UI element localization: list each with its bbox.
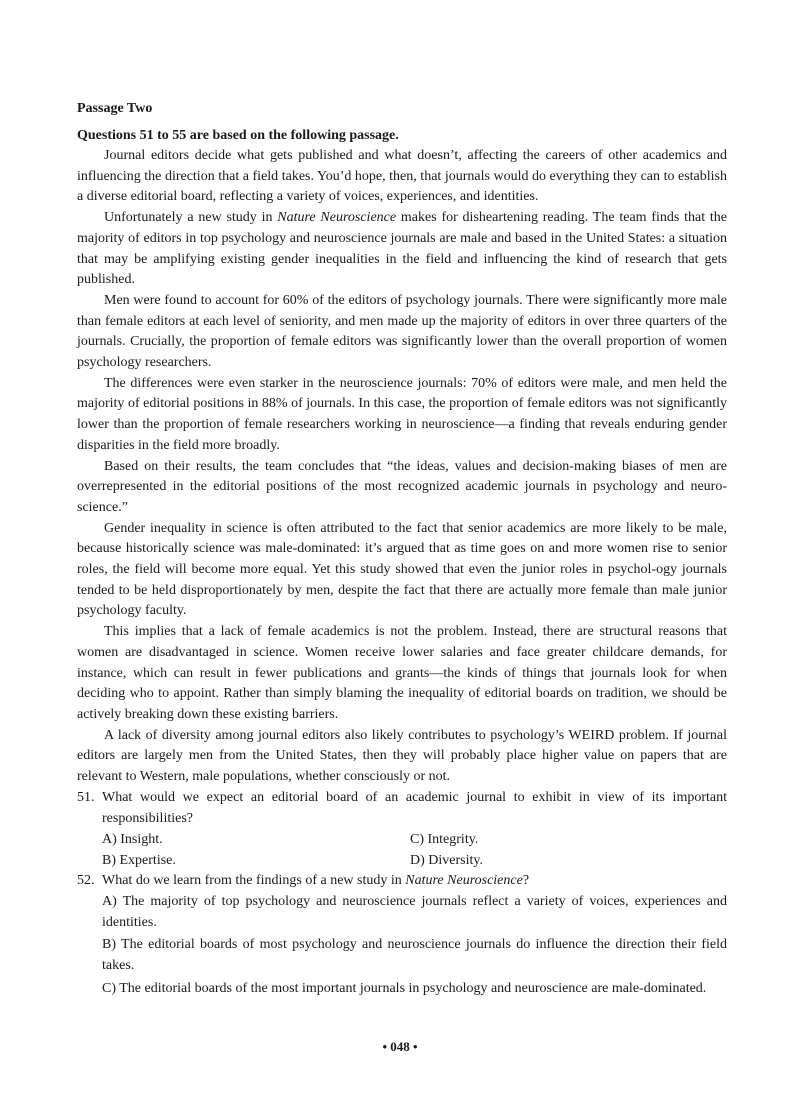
passage-paragraph: A lack of diversity among journal editors also likely contributes to psychology’s WEIRD problem. If journal editors are largely men from the United States, then they will probably place higher value on papers that are relevant to Western, male populations, whether consciously or not. — [77, 727, 727, 785]
passage-paragraph: This implies that a lack of female academics is not the problem. Instead, there are structural reasons that women are disadvantaged in science. Women receive lower salaries and face greater childcare demands, for instance, which can result in fewer publications and grants—the kinds of things that journals look for when deciding who to appoint. Rather than simply blaming the inequality of editorial boards on tradition, we should be actively breaking down these existing barriers. — [77, 624, 727, 722]
passage-paragraph: Men were found to account for 60% of the editors of psychology journals. There were significantly more male than female editors at each level of seniority, and men made up the majority of editors in over three quarters of the journals. Crucially, the proportion of female editors was significantly lower than the overall proportion of women psychology researchers. — [77, 292, 727, 371]
question-text: What do we learn from the findings of a new study in Nature Neuroscience? — [102, 873, 530, 889]
option-a[interactable]: A) Insight. — [102, 832, 163, 848]
passage-paragraph: Gender inequality in science is often attributed to the fact that senior academics are more likely to be male, because historically science was male-dominated: it’s argued that as time goes on and more women rise to senior roles, the field will become more equal. Yet this study showed that even the junior roles in psychol-ogy journals tended to be held disproportionately by men, despite the fact that there are actually more female than male junior psychology faculty. — [77, 520, 727, 619]
question-text: What would we expect an editorial board of an academic journal to exhibit in view of its important responsibilities? — [102, 789, 727, 826]
instructions-heading: Questions 51 to 55 are based on the following passage. — [77, 128, 399, 143]
question-stem — [77, 871, 727, 892]
section-title: Passage Two — [77, 101, 153, 116]
option-c[interactable]: C) Integrity. — [410, 832, 479, 848]
option-c[interactable]: C) The editorial boards of the most important journals in psychology and neuroscience are male-dominated. — [102, 980, 707, 996]
page-number: • 048 • — [382, 1039, 418, 1054]
question-52 — [77, 871, 727, 999]
passage — [77, 146, 727, 788]
option-d[interactable]: D) Diversity. — [410, 853, 483, 869]
passage-paragraph: Unfortunately a new study in Nature Neuroscience makes for disheartening reading. The team finds that the majority of editors in top psychology and neuroscience journals are male and based in the United States: a situation that may be amplifying existing gender inequalities in the field and influencing the kind of research that gets published. — [77, 210, 728, 288]
question-number: 52. — [77, 873, 95, 889]
answer-options — [102, 829, 727, 871]
question-stem — [77, 788, 727, 829]
journal-title: Nature Neuroscience — [405, 873, 523, 889]
passage-paragraph: Based on their results, the team concludes that “the ideas, values and decision-making biases of men are overrepresented in the editorial positions of the most recognized academic journals in psychology and neuro-science.” — [77, 458, 727, 515]
question-number: 51. — [77, 789, 95, 805]
page-content — [77, 98, 727, 999]
passage-paragraph: Journal editors decide what gets published and what doesn’t, affecting the careers of other academics and influencing the direction that a field takes. You’d hope, then, that journals would do everything they can to establish a diverse editorial board, reflecting a variety of voices, experiences, and identities. — [77, 148, 727, 205]
journal-title: Nature Neuroscience — [277, 210, 397, 226]
passage-paragraph: The differences were even starker in the neuroscience journals: 70% of editors were male, and men held the majority of editorial positions in 88% of journals. In this case, the proportion of female editors was not significantly lower than the proportion of female researchers working in neuroscience—a finding that reveals enduring gender disparities in the field more broadly. — [77, 375, 727, 453]
question-51 — [77, 788, 727, 871]
option-a[interactable]: A) The majority of top psychology and neuroscience journals reflect a variety of voices, experiences and identities. — [102, 893, 727, 930]
option-b[interactable]: B) Expertise. — [102, 853, 176, 869]
option-b[interactable]: B) The editorial boards of most psychology and neuroscience journals do influence the direction their field takes. — [102, 937, 727, 974]
